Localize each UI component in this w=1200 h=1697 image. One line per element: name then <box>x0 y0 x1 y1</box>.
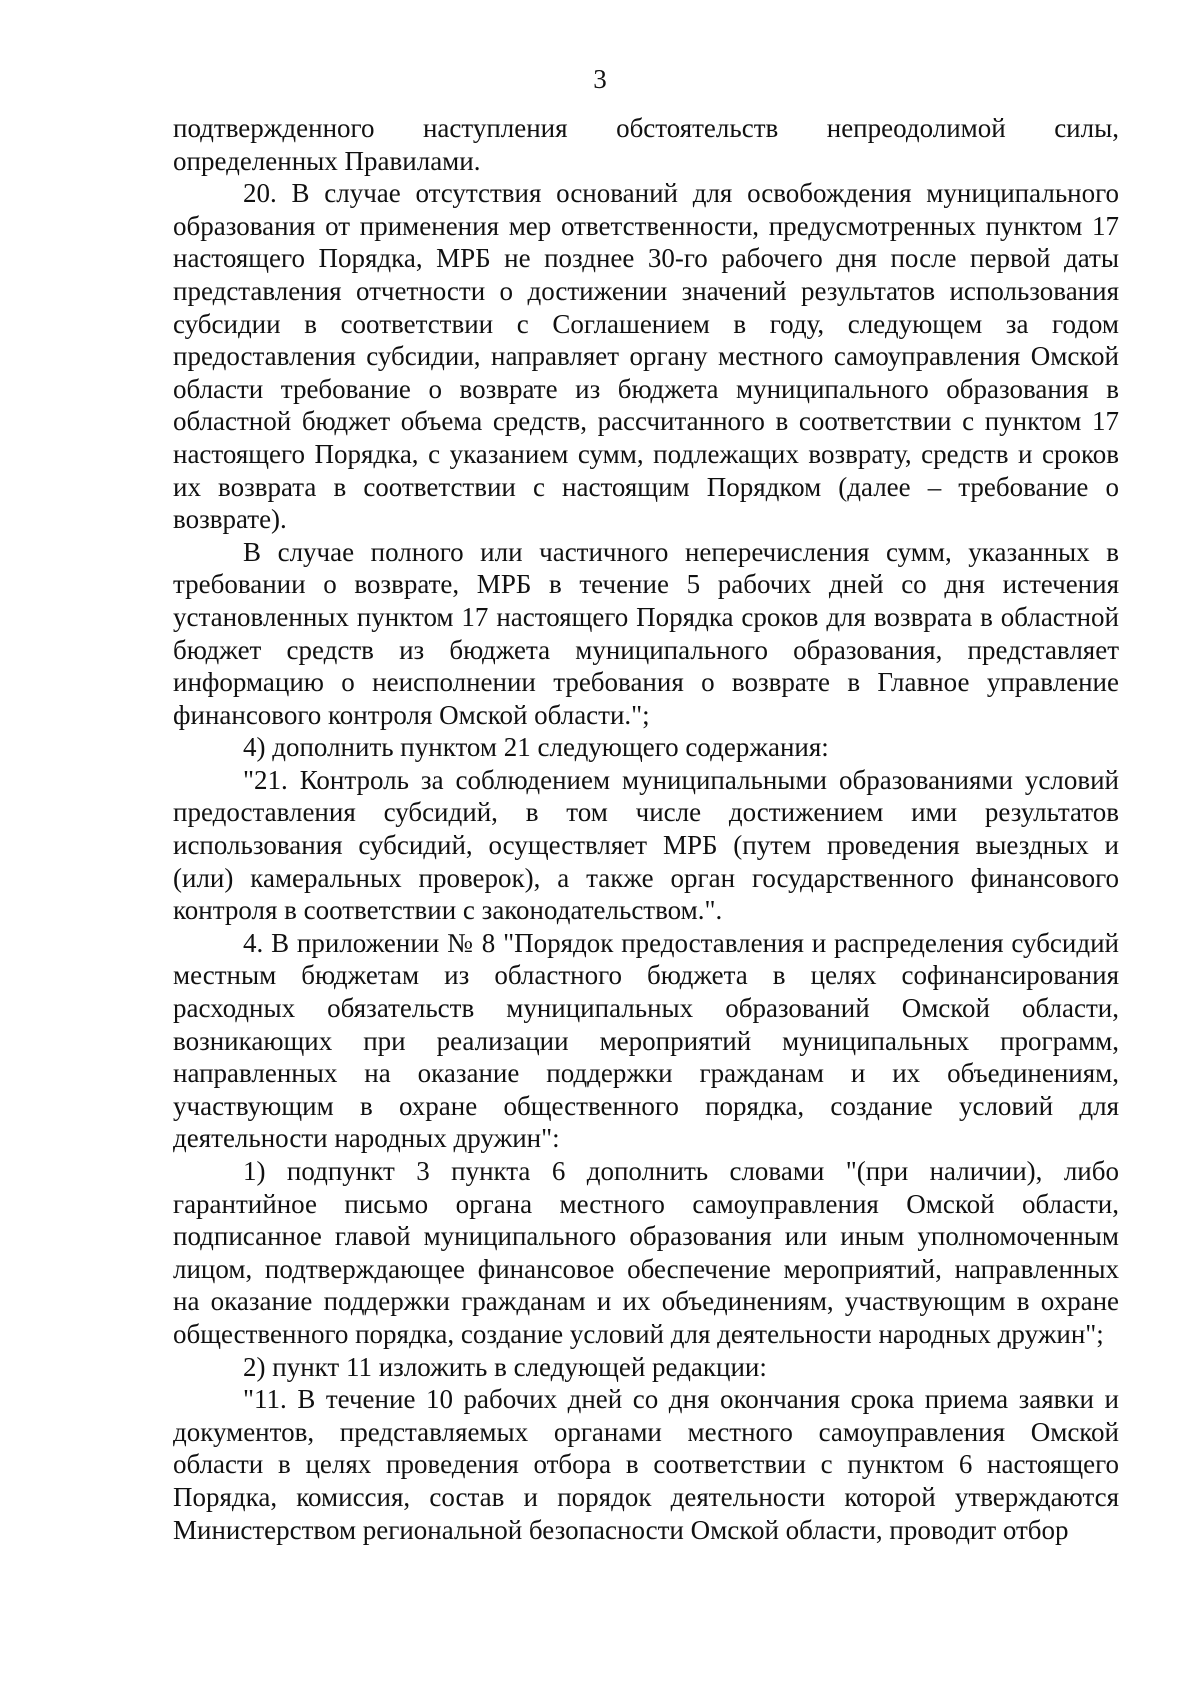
page-number: 3 <box>593 64 607 94</box>
paragraph-item-20: 20. В случае отсутствия оснований для освобождения муниципального образования от применения мер ответственности, предусмотренных пунктом 17 настоящего Порядка, МРБ не позднее 30-го рабочего дня после первой даты представления отчетности о достижении значений результатов использования субсидии в соответствии с Соглашением в году, следующем за годом предоставления субсидии, направляет органу местного самоуправления Омской области требование о возврате из бюджета муниципального образования в областной бюджет объема средств, рассчитанного в соответствии с пунктом 17 настоящего Порядка, с указанием сумм, подлежащих возврату, средств и сроков их возврата в соответствии с настоящим Порядком (далее – требование о возврате). <box>173 178 1119 535</box>
document-body <box>173 112 1119 1546</box>
paragraph-item-11: "11. В течение 10 рабочих дней со дня окончания срока приема заявки и документов, представляемых органами местного самоуправления Омской области в целях проведения отбора в соответствии с пунктом 6 настоящего Порядка, комиссия, состав и порядок деятельности которой утверждаются Министерством региональной безопасности Омской области, проводит отбор <box>173 1384 1119 1545</box>
paragraph-appendix-8: 4. В приложении № 8 "Порядок предоставления и распределения субсидий местным бюджетам из областного бюджета в целях софинансирования расходных обязательств муниципальных образований Омской области, возникающих при реализации мероприятий муниципальных программ, направленных на оказание поддержки гражданам и их объединениям, участвующим в охране общественного порядка, создание условий для деятельности народных дружин": <box>173 927 1119 1154</box>
paragraph-item-21: "21. Контроль за соблюдением муниципальными образованиями условий предоставления субсидий, в том числе достижением ими результатов использования субсидий, осуществляет МРБ (путем проведения выездных и (или) камеральных проверок), а также орган государственного финансового контроля в соответствии с законодательством.". <box>173 764 1119 926</box>
paragraph-subitem-2: 2) пункт 11 изложить в следующей редакции: <box>243 1351 767 1382</box>
paragraph-partial-transfer: В случае полного или частичного неперечисления сумм, указанных в требовании о возврате, МРБ в течение 5 рабочих дней со дня истечения установленных пунктом 17 настоящего Порядка сроков для возврата в областной бюджет средств из бюджета муниципального образования, представляет информацию о неисполнении требования о возврате в Главное управление финансового контроля Омской области."; <box>173 536 1119 730</box>
paragraph-continuation: подтвержденного наступления обстоятельств непреодолимой силы, определенных Правилами. <box>173 113 1119 176</box>
paragraph-amend-4: 4) дополнить пунктом 21 следующего содержания: <box>243 732 829 763</box>
paragraph-subitem-1: 1) подпункт 3 пункта 6 дополнить словами "(при наличии), либо гарантийное письмо органа местного самоуправления Омской области, подписанное главой муниципального образования или иным уполномоченным лицом, подтверждающее финансовое обеспечение мероприятий, направленных на оказание поддержки гражданам и их объединениям, участвующим в охране общественного порядка, создание условий для деятельности народных дружин"; <box>173 1156 1119 1349</box>
